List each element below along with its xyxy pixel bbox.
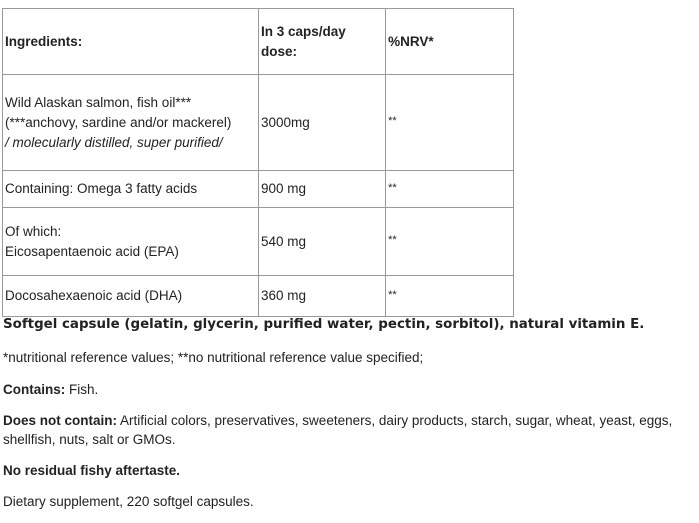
- nrv-footnote: *nutritional reference values; **no nutritional reference value specified;: [3, 350, 424, 365]
- table-row: [3, 276, 514, 317]
- supplement-note: Dietary supplement, 220 softgel capsules.: [3, 494, 254, 509]
- nrv-value: **: [388, 115, 397, 127]
- ingredient-cell: [3, 208, 259, 276]
- does-not-contain-label: Does not contain:: [3, 413, 117, 428]
- table-row: [3, 171, 514, 208]
- ingredient-cell: Containing: Omega 3 fatty acids: [3, 171, 259, 208]
- nrv-cell: [386, 171, 514, 208]
- nrv-value: **: [388, 288, 397, 301]
- table-row: [3, 208, 514, 276]
- nrv-cell: [386, 276, 514, 317]
- header-ingredients: Ingredients:: [3, 9, 259, 75]
- header-dose: [258, 9, 385, 75]
- dose-cell: 3000mg: [258, 75, 385, 171]
- ingredient-sources: (***anchovy, sardine and/or mackerel): [5, 114, 232, 130]
- nrv-cell: [386, 75, 514, 171]
- nrv-value: **: [388, 234, 397, 246]
- header-dose-line2: dose:: [260, 43, 297, 59]
- ingredients-table: [2, 8, 514, 317]
- dose-cell: 540 mg: [258, 208, 385, 276]
- table-header-row: [3, 9, 514, 75]
- contains-line: [3, 380, 697, 399]
- ingredient-name: Eicosapentaenoic acid (EPA): [5, 243, 179, 259]
- nrv-value: **: [388, 181, 397, 194]
- softgel-composition: Softgel capsule (gelatin, glycerin, purified water, pectin, sorbitol), natural vitamin E.: [3, 317, 645, 332]
- ingredient-name: Wild Alaskan salmon, fish oil***: [5, 94, 192, 110]
- header-dose-line1: In 3 caps/day: [260, 23, 346, 39]
- aftertaste-note: No residual fishy aftertaste.: [3, 463, 181, 478]
- does-not-contain-value: Artificial colors, preservatives, sweeteners, dairy products, starch, sugar, wheat, yeast, eggs, shellfish, nuts, salt or GMOs.: [3, 413, 673, 447]
- ingredient-processing: / molecularly distilled, super purified/: [5, 134, 223, 150]
- does-not-contain-line: [3, 411, 697, 449]
- ingredient-cell: Docosahexaenoic acid (DHA): [3, 276, 259, 317]
- ingredient-cell: [3, 75, 259, 171]
- contains-label: Contains:: [3, 382, 66, 397]
- ingredient-label: Of which:: [5, 223, 62, 239]
- dose-cell: 360 mg: [258, 276, 385, 317]
- contains-value: Fish.: [65, 382, 99, 397]
- header-nrv: %NRV*: [386, 9, 514, 75]
- table-row: [3, 75, 514, 171]
- nrv-cell: [386, 208, 514, 276]
- dose-cell: 900 mg: [258, 171, 385, 208]
